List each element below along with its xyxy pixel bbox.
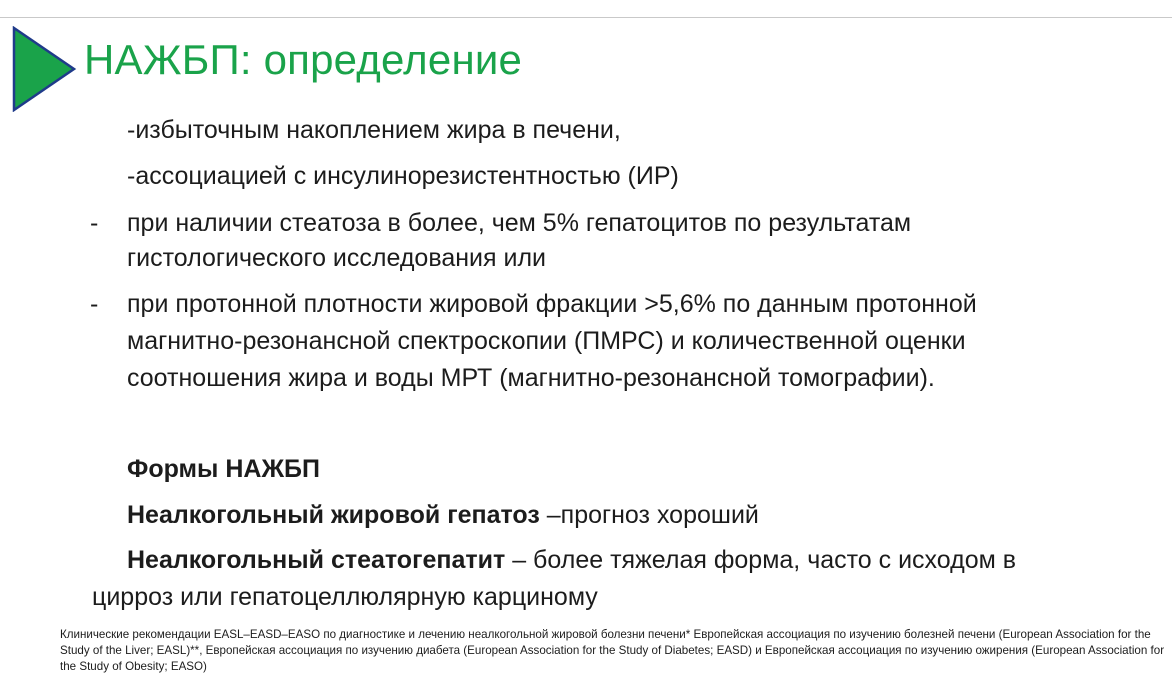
bullet-pdff-line-3: соотношения жира и воды МРТ (магнитно-резонансной томографии). — [127, 364, 935, 392]
bullet-steatosis-line-1: при наличии стеатоза в более, чем 5% гепатоцитов по результатам — [127, 209, 912, 237]
bullet-steatosis-line-2: гистологического исследования или — [127, 244, 547, 272]
bullet-pdff-line-1: при протонной плотности жировой фракции >5,6% по данным протонной — [127, 290, 977, 318]
form-nash — [127, 540, 1016, 581]
bullet-pdff-line-2: магнитно-резонансной спектроскопии (ПМРС) и количественной оценки — [127, 327, 966, 355]
definition-item-fat: -избыточным накоплением жира в печени, — [127, 116, 621, 144]
definition-item-ir: -ассоциацией с инсулинорезистентностью (ИР) — [127, 162, 679, 190]
form-nash-continuation: цирроз или гепатоцеллюлярную карциному — [92, 583, 598, 611]
slide-title: НАЖБП: определение — [84, 36, 523, 83]
form-nafl — [127, 495, 759, 536]
forms-heading-text: Формы НАЖБП — [127, 455, 320, 483]
form-nafl-description: –прогноз хороший — [539, 501, 759, 529]
top-divider — [0, 17, 1172, 18]
bullet-marker: - — [90, 290, 99, 318]
form-nafl-name: Неалкогольный жировой гепатоз — [127, 501, 540, 529]
forms-heading — [127, 449, 320, 490]
triangle-arrow-icon — [12, 26, 78, 112]
footnote-reference: Клинические рекомендации EASL–EASD–EASO по диагностике и лечению неалкогольной жировой болезни печени* Европейская ассоциация по изучению болезней печени (European Association for the Study of the Liver; EASL)**, Европейская ассоциация по изучению диабета (European Association for the Study of Diabetes; EASD) и Европейская ассоциация по изучению ожирения (European Association for the Study of Obesity; EASO) — [60, 628, 1165, 673]
bullet-marker: - — [90, 209, 99, 237]
form-nash-description: – более тяжелая форма, часто с исходом в — [505, 546, 1017, 574]
form-nash-name: Неалкогольный стеатогепатит — [127, 546, 506, 574]
